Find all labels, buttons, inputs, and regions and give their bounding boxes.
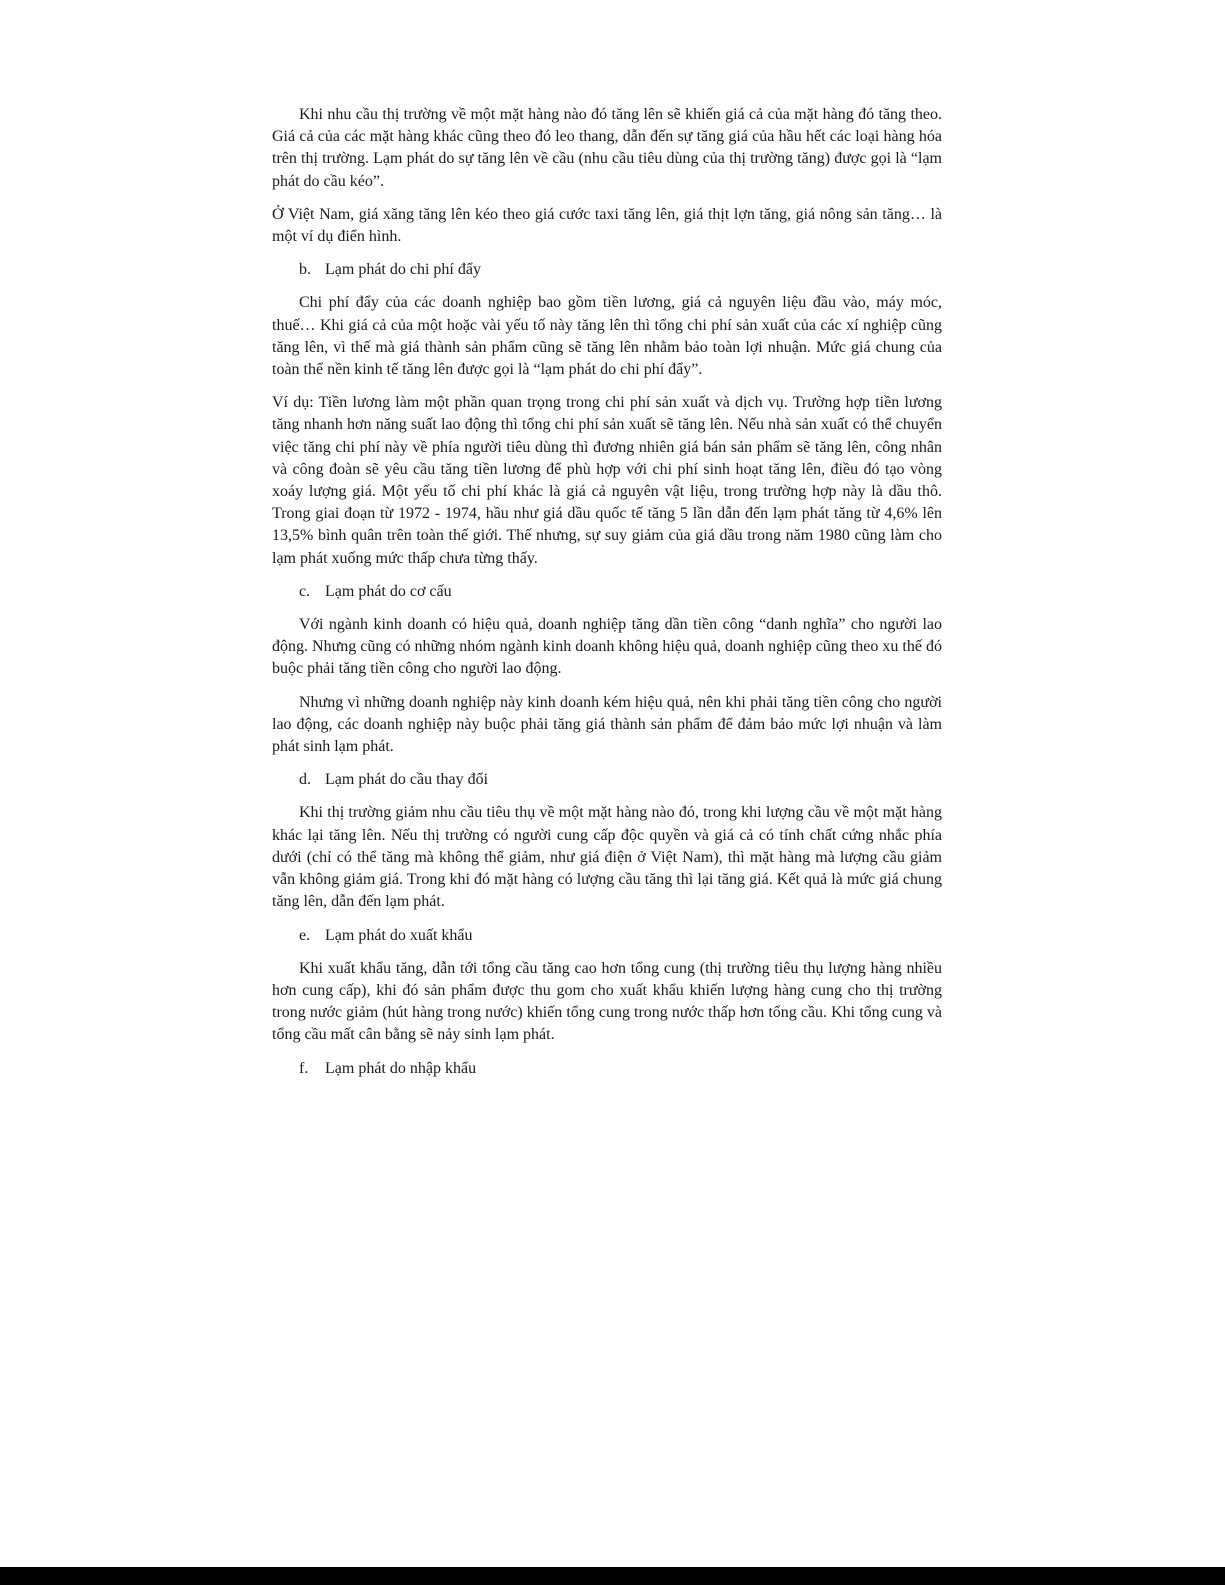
- paragraph-demand-shift: Khi thị trường giảm nhu cầu tiêu thụ về một mặt hàng nào đó, trong khi lượng cầu về một mặt hàng khác lại tăng lên. Nếu thị trường có người cung cấp độc quyền và giá cả có tính chất cứng nhắc phía dưới (chỉ có thể tăng mà không thể giảm, như giá điện ở Việt Nam), thì mặt hàng mà lượng cầu giảm vẫn không giảm giá. Trong khi đó mặt hàng có lượng cầu tăng thì lại tăng giá. Kết quả là mức giá chung tăng lên, dẫn đến lạm phát.: [272, 804, 942, 911]
- heading-letter: d.: [299, 771, 311, 789]
- heading-export: [272, 925, 942, 947]
- heading-letter: e.: [299, 926, 311, 944]
- heading-import: [272, 1058, 942, 1080]
- heading-letter: c.: [299, 582, 311, 600]
- scan-bottom-border: [0, 1567, 1225, 1585]
- heading-text: Lạm phát do cầu thay đổi: [325, 771, 489, 789]
- heading-structural: [272, 581, 942, 603]
- paragraph-cost-push-example: Ví dụ: Tiền lương làm một phần quan trọng trong chi phí sản xuất và dịch vụ. Trường hợp tiền lương tăng nhanh hơn năng suất lao động thì tổng chi phí sản xuất sẽ tăng lên. Nếu nhà sản xuất có thể chuyển việc tăng chi phí này về phía người tiêu dùng thì đương nhiên giá bán sản phẩm sẽ tăng lên, công nhân và công đoàn sẽ yêu cầu tăng tiền lương để phù hợp với chi phí sinh hoạt tăng lên, điều đó tạo vòng xoáy lượng giá. Một yếu tố chi phí khác là giá cả nguyên vật liệu, trong trường hợp này là dầu thô. Trong giai đoạn từ 1972 - 1974, hầu như giá dầu quốc tế tăng 5 lần dẫn đến lạm phát tăng từ 4,6% lên 13,5% bình quân trên toàn thế giới. Thế nhưng, sự suy giảm của giá dầu trong năm 1980 cũng làm cho lạm phát xuống mức thấp chưa từng thấy.: [272, 394, 942, 567]
- paragraph-cost-push: Chi phí đẩy của các doanh nghiệp bao gồm tiền lương, giá cả nguyên liệu đầu vào, máy móc, thuế… Khi giá cả của một hoặc vài yếu tố này tăng lên thì tổng chi phí sản xuất của các xí nghiệp cũng tăng lên, vì thế mà giá thành sản phẩm cũng sẽ tăng lên nhằm bảo toàn lợi nhuận. Mức giá chung của toàn thể nền kinh tế tăng lên được gọi là “lạm phát do chi phí đẩy”.: [272, 294, 942, 379]
- heading-letter: b.: [299, 261, 311, 279]
- heading-text: Lạm phát do chi phí đẩy: [325, 261, 481, 279]
- heading-cost-push: [272, 259, 942, 281]
- paragraph-vietnam-example: Ở Việt Nam, giá xăng tăng lên kéo theo giá cước taxi tăng lên, giá thịt lợn tăng, giá nông sản tăng… là một ví dụ điển hình.: [272, 205, 942, 246]
- heading-demand-shift: [272, 769, 942, 791]
- paragraph-structural-2: Nhưng vì những doanh nghiệp này kinh doanh kém hiệu quả, nên khi phải tăng tiền công cho người lao động, các doanh nghiệp này buộc phải tăng giá thành sản phẩm để đảm bảo mức lợi nhuận và làm phát sinh lạm phát.: [272, 693, 942, 756]
- paragraph-structural-1: Với ngành kinh doanh có hiệu quả, doanh nghiệp tăng dần tiền công “danh nghĩa” cho người lao động. Nhưng cũng có những nhóm ngành kinh doanh không hiệu quả, doanh nghiệp cũng theo xu thế đó buộc phải tăng tiền công cho người lao động.: [272, 616, 942, 678]
- document-page: [272, 104, 942, 1091]
- heading-text: Lạm phát do cơ cấu: [325, 582, 452, 600]
- heading-letter: f.: [299, 1059, 309, 1077]
- heading-text: Lạm phát do nhập khẩu: [325, 1059, 477, 1077]
- paragraph-demand-pull: Khi nhu cầu thị trường về một mặt hàng nào đó tăng lên sẽ khiến giá cả của mặt hàng đó tăng theo. Giá cả của các mặt hàng khác cũng theo đó leo thang, dẫn đến sự tăng giá của hầu hết các loại hàng hóa trên thị trường. Lạm phát do sự tăng lên về cầu (nhu cầu tiêu dùng của thị trường tăng) được gọi là “lạm phát do cầu kéo”.: [272, 106, 942, 190]
- paragraph-export: Khi xuất khẩu tăng, dẫn tới tổng cầu tăng cao hơn tổng cung (thị trường tiêu thụ lượng hàng nhiều hơn cung cấp), khi đó sản phẩm được thu gom cho xuất khẩu khiến lượng hàng cung cho thị trường trong nước giảm (hút hàng trong nước) khiến tổng cung trong nước thấp hơn tổng cầu. Khi tổng cung và tổng cầu mất cân bằng sẽ nảy sinh lạm phát.: [272, 959, 942, 1044]
- heading-text: Lạm phát do xuất khẩu: [325, 926, 473, 944]
